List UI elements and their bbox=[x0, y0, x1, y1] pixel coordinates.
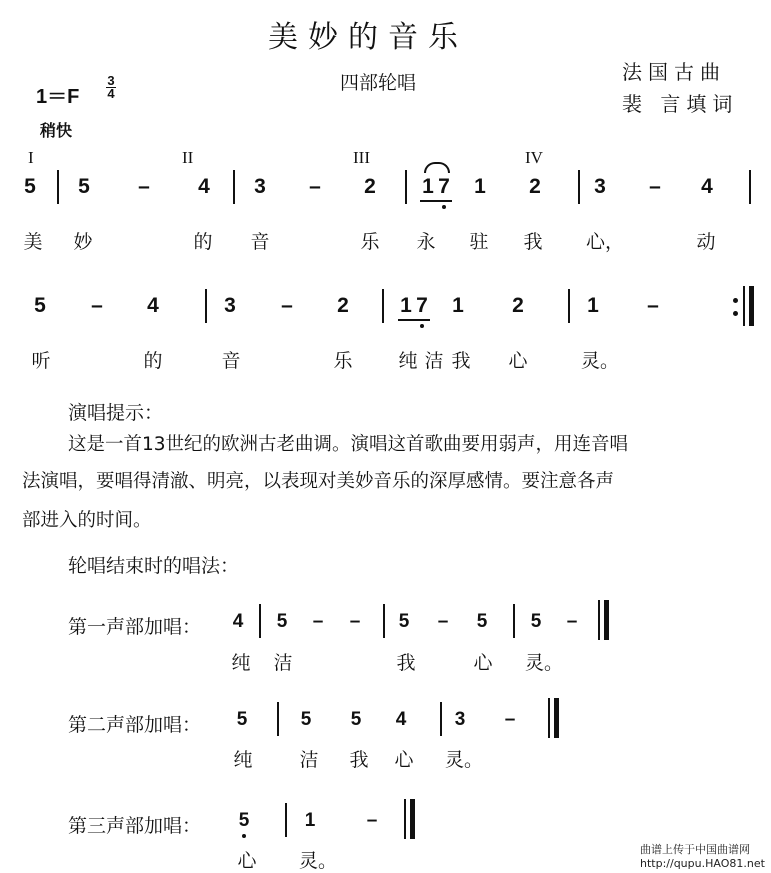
tips-paragraph-line-1: 这是一首13世纪的欧洲古老曲调。演唱这首歌曲要用弱声，用连音唱 bbox=[68, 434, 629, 455]
final-barline bbox=[554, 698, 559, 738]
dash: – bbox=[309, 175, 321, 198]
note: 5 bbox=[530, 611, 542, 632]
barline bbox=[259, 604, 261, 638]
note: 5 bbox=[350, 709, 362, 730]
lyric: 纯 bbox=[233, 749, 253, 771]
note: 2 bbox=[529, 175, 541, 198]
lyric: 纯 bbox=[398, 350, 418, 372]
lyric: 妙 bbox=[73, 231, 93, 253]
lyric: 音 bbox=[221, 350, 241, 372]
lyric: 动 bbox=[696, 231, 716, 253]
barline bbox=[382, 289, 384, 323]
low-octave-dot bbox=[420, 324, 424, 328]
note: 5 bbox=[300, 709, 312, 730]
key-signature: 1＝F bbox=[36, 86, 80, 108]
note: 7 bbox=[438, 175, 450, 198]
dash: – bbox=[504, 709, 516, 730]
lyric: 灵。 bbox=[444, 749, 483, 771]
lyric: 音 bbox=[250, 231, 270, 253]
lyric: 美 bbox=[23, 231, 43, 253]
barline bbox=[548, 698, 550, 738]
note: 4 bbox=[232, 611, 244, 632]
repeat-dot bbox=[733, 298, 738, 303]
barline bbox=[383, 604, 385, 638]
ending-heading: 轮唱结束时的唱法： bbox=[68, 555, 240, 577]
lyric: 听 bbox=[31, 350, 51, 372]
note: 4 bbox=[198, 175, 210, 198]
note: 5 bbox=[34, 294, 46, 317]
lyric: 的 bbox=[193, 231, 213, 253]
barline bbox=[405, 170, 407, 204]
barline bbox=[277, 702, 279, 736]
note: 1 bbox=[587, 294, 599, 317]
dash: – bbox=[138, 175, 150, 198]
fermata-arc bbox=[424, 162, 450, 173]
note: 1 bbox=[422, 175, 434, 198]
dash: – bbox=[281, 294, 293, 317]
song-title: 美妙的音乐 bbox=[268, 20, 468, 55]
note: 7 bbox=[416, 294, 428, 317]
note: 3 bbox=[454, 709, 466, 730]
barline bbox=[749, 170, 751, 204]
barline bbox=[233, 170, 235, 204]
tips-paragraph-line-3: 部进入的时间。 bbox=[22, 510, 152, 531]
note: 5 bbox=[78, 175, 90, 198]
barline bbox=[57, 170, 59, 204]
tips-heading: 演唱提示： bbox=[68, 402, 164, 424]
time-signature: 3 4 bbox=[107, 73, 115, 101]
lyric: 灵。 bbox=[298, 850, 337, 872]
barline bbox=[598, 600, 600, 640]
lyric: 的 bbox=[143, 350, 163, 372]
dash: – bbox=[647, 294, 659, 317]
dash: – bbox=[649, 175, 661, 198]
origin-credit: 法国古曲 bbox=[622, 60, 726, 84]
lyric: 心 bbox=[237, 850, 257, 872]
final-barline bbox=[604, 600, 609, 640]
note: 4 bbox=[395, 709, 407, 730]
note: 5 bbox=[24, 175, 36, 198]
subtitle: 四部轮唱 bbox=[340, 72, 417, 94]
note: 1 bbox=[304, 810, 316, 831]
note: 5 bbox=[238, 810, 250, 831]
part-marker-4: IV bbox=[525, 148, 543, 167]
dash: – bbox=[312, 611, 324, 632]
barline bbox=[440, 702, 442, 736]
lyric: 洁 bbox=[424, 350, 444, 372]
lyric: 永 bbox=[416, 231, 436, 253]
note: 3 bbox=[594, 175, 606, 198]
lyric: 我 bbox=[451, 350, 471, 372]
part-marker-3: III bbox=[353, 148, 370, 167]
lyric: 驻 bbox=[469, 231, 489, 253]
voice-label: 第二声部加唱： bbox=[68, 714, 202, 736]
dash: – bbox=[349, 611, 361, 632]
voice-label: 第三声部加唱： bbox=[68, 815, 202, 837]
watermark: 曲谱上传于中国曲谱网 http://qupu.HAO81.net bbox=[640, 843, 765, 870]
final-barline bbox=[749, 286, 754, 326]
note: 3 bbox=[224, 294, 236, 317]
note: 5 bbox=[236, 709, 248, 730]
barline bbox=[578, 170, 580, 204]
note: 2 bbox=[512, 294, 524, 317]
dash: – bbox=[437, 611, 449, 632]
dash: – bbox=[566, 611, 578, 632]
barline bbox=[743, 286, 745, 326]
lyricist-credit: 裴 言填词 bbox=[622, 92, 739, 116]
note: 4 bbox=[147, 294, 159, 317]
note: 1 bbox=[474, 175, 486, 198]
part-marker-2: II bbox=[182, 148, 194, 167]
lyric: 我 bbox=[349, 749, 369, 771]
eighth-underline bbox=[420, 200, 452, 202]
lyric: 洁 bbox=[273, 652, 293, 674]
lyric: 纯 bbox=[231, 652, 251, 674]
lyric: 心 bbox=[394, 749, 414, 771]
note: 5 bbox=[276, 611, 288, 632]
note: 1 bbox=[452, 294, 464, 317]
note: 1 bbox=[400, 294, 412, 317]
barline bbox=[285, 803, 287, 837]
barline bbox=[513, 604, 515, 638]
lyric: 心 bbox=[473, 652, 493, 674]
note: 5 bbox=[476, 611, 488, 632]
note: 2 bbox=[364, 175, 376, 198]
lyric: 乐 bbox=[360, 231, 380, 253]
low-octave-dot bbox=[442, 205, 446, 209]
lyric: 我 bbox=[396, 652, 416, 674]
eighth-underline bbox=[398, 319, 430, 321]
barline bbox=[205, 289, 207, 323]
low-octave-dot bbox=[242, 834, 246, 838]
voice-label: 第一声部加唱： bbox=[68, 616, 202, 638]
note: 2 bbox=[337, 294, 349, 317]
barline bbox=[568, 289, 570, 323]
tempo-marking: 稍快 bbox=[40, 121, 73, 140]
tips-paragraph-line-2: 法演唱，要唱得清澈、明亮，以表现对美妙音乐的深厚感情。要注意各声 bbox=[22, 471, 615, 492]
dash: – bbox=[366, 810, 378, 831]
lyric: 灵。 bbox=[580, 350, 619, 372]
lyric: 洁 bbox=[299, 749, 319, 771]
lyric: 我 bbox=[523, 231, 543, 253]
lyric: 乐 bbox=[333, 350, 353, 372]
final-barline bbox=[410, 799, 415, 839]
dash: – bbox=[91, 294, 103, 317]
lyric: 心， bbox=[585, 231, 624, 253]
barline bbox=[404, 799, 406, 839]
note: 5 bbox=[398, 611, 410, 632]
lyric: 灵。 bbox=[524, 652, 563, 674]
note: 3 bbox=[254, 175, 266, 198]
lyric: 心 bbox=[508, 350, 528, 372]
part-marker-1: I bbox=[28, 148, 34, 167]
repeat-dot bbox=[733, 311, 738, 316]
note: 4 bbox=[701, 175, 713, 198]
